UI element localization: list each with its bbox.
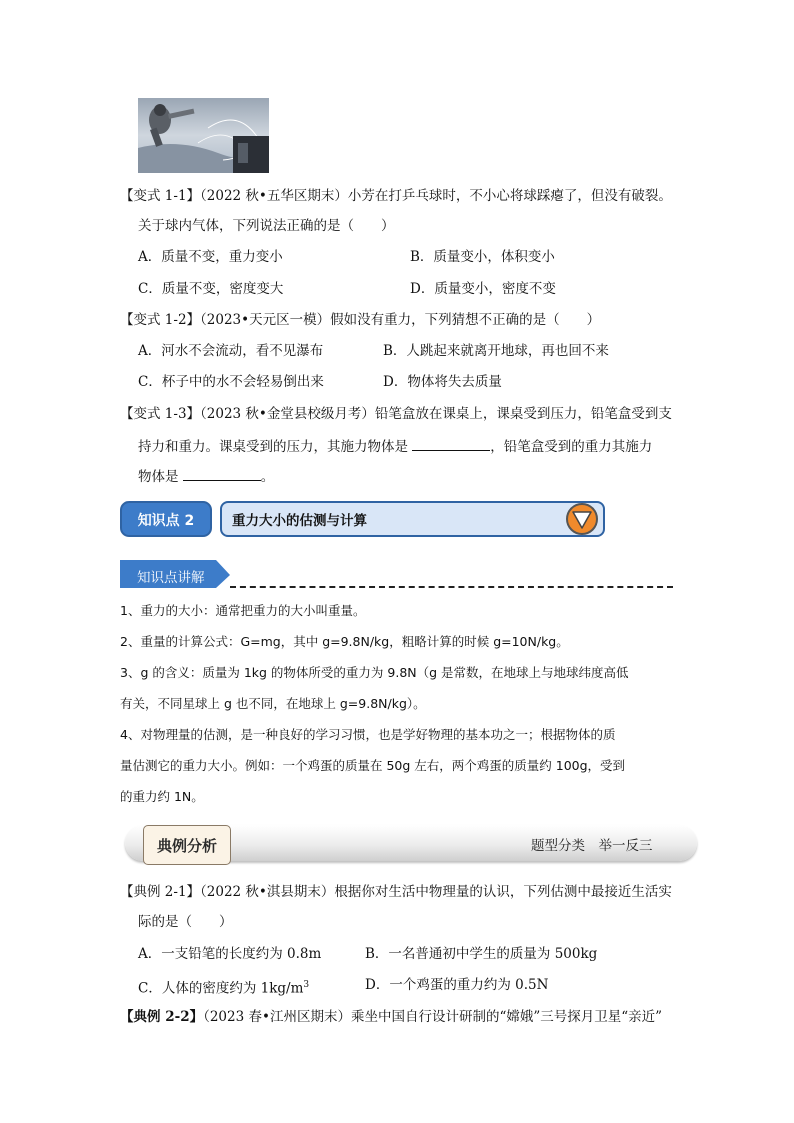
option-b: B．人跳起来就离开地球，再也回不来: [383, 343, 609, 359]
option-c: C．杯子中的水不会轻易倒出来: [138, 374, 324, 390]
triangle-down-icon: [568, 505, 596, 533]
variant-1-2-line1: 【变式 1-2】（2023•天元区一模）假如没有重力，下列猜想不正确的是（ ）: [120, 312, 601, 328]
lecture-line: 2、重量的计算公式：G=mg，其中 g=9.8N/kg，粗略计算的时候 g=10N/kg。: [120, 634, 569, 649]
variant-1-3-tag: 【变式 1-3】: [120, 406, 201, 422]
example-section-subtitle: 题型分类 举一反三: [531, 838, 653, 854]
answer-blank[interactable]: [183, 466, 261, 481]
lecture-line: 3、g 的含义：质量为 1kg 的物体所受的重力为 9.8N（g 是常数，在地球上与地球纬度高低: [120, 665, 629, 680]
example-2-1-line1: 【典例 2-1】（2022 秋•淇县期末）根据你对生活中物理量的认识，下列估测中最接近生活实: [120, 884, 672, 900]
example-2-2-tag: 【典例 2-2】: [120, 1009, 204, 1025]
answer-blank[interactable]: [412, 436, 490, 451]
example-section-tag: 典例分析: [143, 825, 231, 865]
variant-1-1-line1: 【变式 1-1】（2022 秋•五华区期末）小芳在打乒乓球时，不小心将球踩瘪了，但没有破裂。: [120, 188, 672, 204]
lecture-line: 有关，不同星球上 g 也不同，在地球上 g=9.8N/kg）。: [120, 696, 426, 711]
lecture-label: 知识点讲解: [137, 570, 205, 586]
variant-1-3-line2: 持力和重力。课桌受到的压力，其施力物体是 ，铅笔盒受到的重力其施力: [138, 436, 652, 457]
knowledge-point-title: 重力大小的估测与计算: [232, 513, 367, 529]
lecture-line: 1、重力的大小：通常把重力的大小叫重量。: [120, 603, 366, 618]
example-2-1-line2: 际的是（ ）: [138, 914, 233, 930]
variant-1-3-line3: 物体是 。: [138, 466, 274, 487]
example-2-1-tag: 【典例 2-1】: [120, 884, 201, 900]
lecture-line: 的重力约 1N。: [120, 789, 204, 804]
divider: [230, 586, 673, 588]
option-b: B．质量变小，体积变小: [410, 249, 555, 265]
option-c: C．人体的密度约为 $1kg/m^3$: [138, 980, 310, 997]
option-d: D．物体将失去质量: [383, 374, 502, 390]
option-d: D．质量变小，密度不变: [410, 281, 556, 297]
option-a: A．质量不变，重力变小: [138, 249, 283, 265]
option-a: A．河水不会流动，看不见瀑布: [138, 343, 324, 359]
variant-1-1-tag: 【变式 1-1】: [120, 188, 201, 204]
example-2-2-line1: 【典例 2-2】（2023 春•江州区期末）乘坐中国自行设计研制的“嫦娥”三号探月卫星“亲近”: [120, 1009, 663, 1025]
lecture-line: 量估测它的重力大小。例如：一个鸡蛋的质量在 50g 左右，两个鸡蛋的质量约 100g，受到: [120, 758, 626, 773]
knowledge-point-tag: 知识点 2: [120, 501, 212, 537]
option-d: D．一个鸡蛋的重力约为 0.5N: [365, 977, 549, 993]
option-b: B．一名普通初中学生的质量为 500kg: [365, 946, 598, 962]
astronaut-photo: [138, 98, 269, 173]
variant-1-3-line1: 【变式 1-3】（2023 秋•金堂县校级月考）铅笔盒放在课桌上，课桌受到压力，铅笔盒受到支: [120, 406, 672, 422]
option-c: C．质量不变，密度变大: [138, 281, 284, 297]
collapse-toggle[interactable]: [566, 503, 598, 535]
option-a: A．一支铅笔的长度约为 0.8m: [138, 946, 322, 962]
lecture-line: 4、对物理量的估测，是一种良好的学习习惯，也是学好物理的基本功之一；根据物体的质: [120, 727, 616, 742]
variant-1-2-tag: 【变式 1-2】: [120, 312, 201, 328]
variant-1-1-line2: 关于球内气体，下列说法正确的是（ ）: [138, 218, 395, 234]
